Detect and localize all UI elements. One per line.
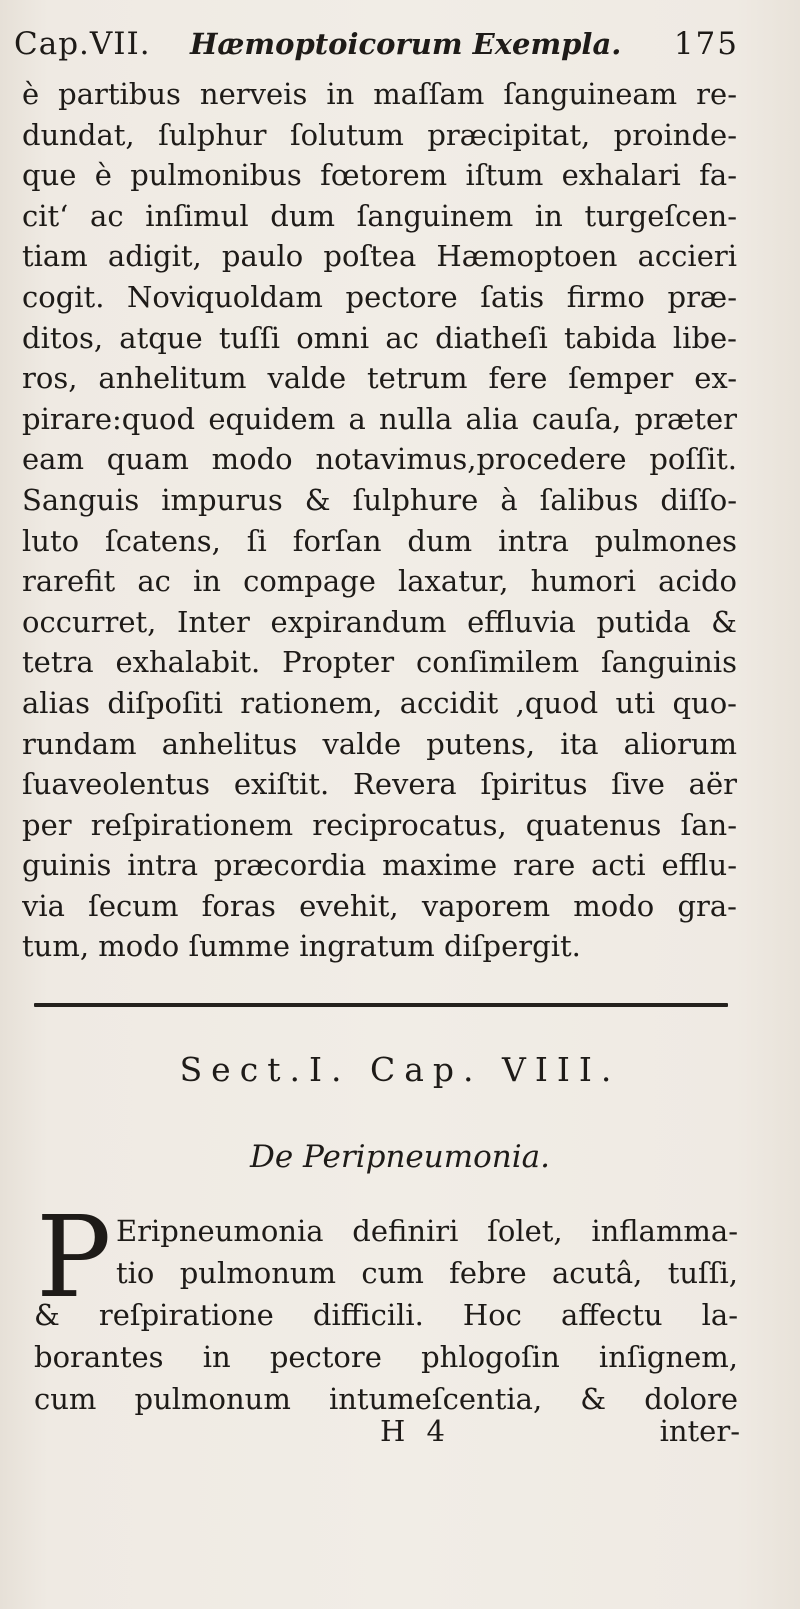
text-line: tiam adigit, paulo poſtea Hæmoptoen accieri [22,239,737,274]
text-line: occurret, Inter expirandum effluvia putida & [22,604,737,639]
text-line: pirare:quod equidem a nulla alia cauſa, præter [22,401,737,436]
page-footer [0,1410,740,1452]
text-line: per reſpirationem reciprocatus, quatenus ſan- [22,807,737,842]
text-line: alias diſpoſiti rationem, accidit ,quod uti quo- [22,685,737,720]
text-line: cogit. Noviquoldam pectore ſatis firmo præ- [22,279,737,314]
text-line: ros, anhelitum valde tetrum fere ſemper ex- [22,361,737,396]
text-line: rarefit ac in compage laxatur, humori acido [22,564,737,599]
page-number: 175 [673,26,739,62]
text-line: è partibus nerveis in maſſam ſanguineam re- [22,77,737,111]
section-heading: Sect.I. Cap. VIII. [179,1050,621,1089]
section-divider-rule [34,1003,728,1007]
text-line: tetra exhalabit. Propter conſimilem ſanguinis [22,645,737,680]
text-line: rundam anhelitus valde putens, ita aliorum [22,726,737,761]
text-line: ſuaveolentus exiſtit. Revera ſpiritus ſive aër [22,767,737,802]
running-header [14,22,739,66]
text-line: cum pulmonum intumeſcentia, & dolore [34,1382,738,1416]
chapter-viii-text [34,1210,738,1420]
text-line: ditos, atque tuſſi omni ac diatheſi tabida libe- [22,320,737,355]
text-line: Eripneumonia definiri ſolet, inflamma- [116,1214,738,1248]
text-line: via ſecum foras evehit, vaporem modo gra- [22,888,737,923]
text-line: cit‘ ac inſimul dum ſanguinem in turgeſcen- [22,198,737,233]
text-line: luto ſcatens, ſi forſan dum intra pulmones [22,523,737,558]
chapter-title: De Peripneumonia. [250,1139,550,1175]
header-chapter: Cap.VII. [14,26,151,62]
catchword: inter- [659,1414,740,1448]
text-line: guinis intra præcordia maxime rare acti efflu- [22,848,737,883]
text-line: que è pulmonibus fœtorem iſtum exhalari fa- [22,158,737,193]
header-running-title: Hæmoptoicorum Exempla. [190,27,622,61]
text-line: & reſpiratione difficili. Hoc affectu la- [34,1298,738,1332]
signature-mark: H 4 [380,1414,451,1448]
text-line: dundat, ſulphur ſolutum præcipitat, proinde- [22,117,737,152]
chapter-vii-text [22,74,737,967]
text-line: Sanguis impurus & ſulphure à ſalibus diſſo- [22,482,737,517]
text-line: borantes in pectore phlogoſin inſignem, [34,1340,738,1374]
text-line: tum, modo ſumme ingratum diſpergit. [22,929,581,964]
drop-cap: P [36,1193,112,1323]
text-line: tio pulmonum cum febre acutâ, tuſſi, [116,1256,738,1290]
text-line: eam quam modo notavimus,procedere poſſit. [22,442,737,477]
